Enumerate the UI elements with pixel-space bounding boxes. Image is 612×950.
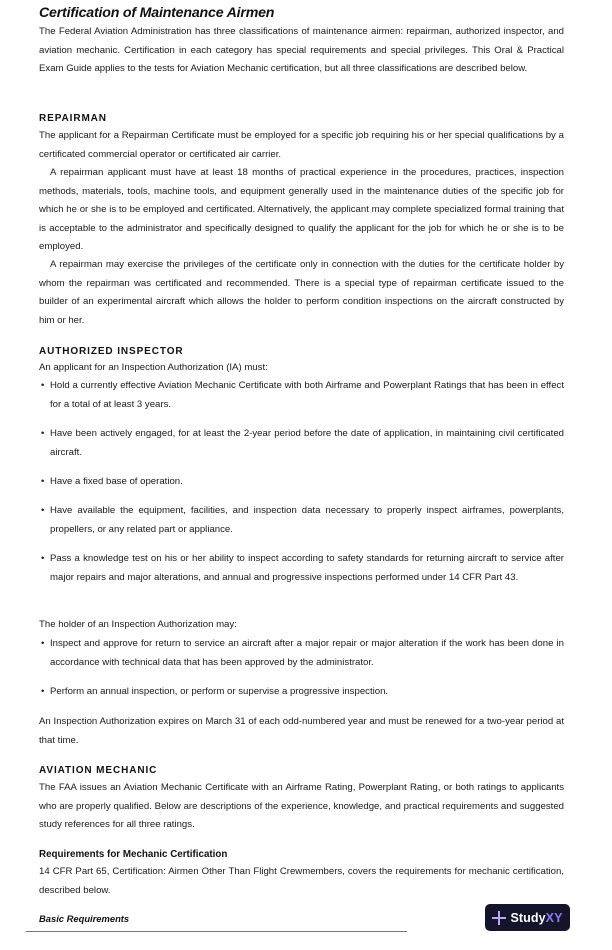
bullet-icon: •: [41, 686, 45, 697]
ia-requirement-item: [39, 377, 564, 414]
ia-requirement-text: Have available the equipment, facilities, and inspection data necessary to properly inspect airframes, powerplants, propellers, or any related part or appliance.: [50, 505, 564, 535]
ia-requirement-item: [39, 425, 564, 462]
bullet-icon: •: [41, 553, 45, 564]
intro-paragraph: The Federal Aviation Administration has three classifications of maintenance airmen: repairman, authorized inspector, and aviation mechanic. Certification in each category has special requirements and special privileges. This Oral & Practical Exam Guide applies to the tests for Aviation Mechanic certification, but all three classifications are described below.: [39, 26, 564, 74]
ia-requirement-item: [39, 473, 564, 492]
ia-expiration-paragraph: An Inspection Authorization expires on March 31 of each odd-numbered year and must be renewed for a two-year period at that time.: [39, 716, 564, 746]
brand-main: Study: [510, 910, 546, 925]
bullet-icon: •: [41, 505, 45, 516]
aviation-mechanic-paragraph: The FAA issues an Aviation Mechanic Certificate with an Airframe Rating, Powerplant Rating, or both ratings to applicants who are properly qualified. Below are descriptions of the experience, knowledge, and practical requirements and suggested study references for all three ratings.: [39, 782, 564, 830]
plus-icon: [492, 911, 506, 925]
ia-requirement-item: [39, 550, 564, 587]
ia-privilege-text: Perform an annual inspection, or perform or supervise a progressive inspection.: [50, 686, 389, 697]
ia-requirement-text: Hold a currently effective Aviation Mechanic Certificate with both Airframe and Powerplant Ratings that has been in effect for a total of at least 3 years.: [50, 380, 564, 410]
ia-lead: An applicant for an Inspection Authorization (IA) must:: [39, 362, 268, 373]
bullet-icon: •: [41, 476, 45, 487]
ia-requirement-text: Have been actively engaged, for at least the 2-year period before the date of application, in maintaining civil certificated aircraft.: [50, 428, 564, 458]
ia-privilege-item: [39, 635, 564, 672]
repairman-paragraph-3: A repairman may exercise the privileges of the certificate only in connection with the duties for the certificate holder by whom the repairman was certificated and recommended. There is a special type of repairman certificate issued to the builder of an experimental aircraft which allows the holder to perform condition inspections on the aircraft constructed by him or her.: [39, 259, 564, 326]
aviation-mechanic-heading: AVIATION MECHANIC: [39, 765, 158, 776]
brand-name: [510, 911, 562, 925]
bullet-icon: •: [41, 428, 45, 439]
ia-requirement-item: [39, 502, 564, 539]
studyxy-badge[interactable]: [485, 904, 570, 931]
ia-requirement-text: Pass a knowledge test on his or her ability to inspect according to safety standards for returning aircraft to service after major repairs and major alterations, and annual and progressive inspections performed under 14 CFR Part 43.: [50, 553, 564, 583]
authorized-inspector-heading: AUTHORIZED INSPECTOR: [39, 346, 184, 357]
repairman-heading: REPAIRMAN: [39, 113, 107, 124]
requirements-subheading: Requirements for Mechanic Certification: [39, 849, 228, 860]
bullet-icon: •: [41, 638, 45, 649]
document-title: Certification of Maintenance Airmen: [39, 5, 275, 21]
brand-accent: XY: [545, 910, 563, 925]
ia-requirement-text: Have a fixed base of operation.: [50, 476, 183, 487]
repairman-paragraph-1: The applicant for a Repairman Certificate must be employed for a specific job requiring his or her special qualifications by a certificated commercial operator or certificated air carrier.: [39, 130, 564, 160]
repairman-paragraph-2: A repairman applicant must have at least 18 months of practical experience in the procedures, practices, inspection methods, materials, tools, machine tools, and equipment generally used in the maintenance duties of the specific job for which he or she is to be employed and certificated. Alternatively, the applicant may complete specialized formal training that is acceptable to the administrator and specifically designed to qualify the applicant for the job for which he or she is to be employed.: [39, 167, 564, 252]
ia-privilege-text: Inspect and approve for return to service an aircraft after a major repair or major alteration if the work has been done in accordance with technical data that has been approved by the administrator.: [50, 638, 564, 668]
ia-privileges-lead: The holder of an Inspection Authorization may:: [39, 619, 237, 630]
bullet-icon: •: [41, 380, 45, 391]
requirements-paragraph: 14 CFR Part 65, Certification: Airmen Other Than Flight Crewmembers, covers the requirements for mechanic certification, described below.: [39, 866, 564, 896]
footer-divider: [26, 931, 407, 932]
basic-requirements-heading: Basic Requirements: [39, 913, 130, 924]
ia-privilege-item: [39, 683, 564, 702]
